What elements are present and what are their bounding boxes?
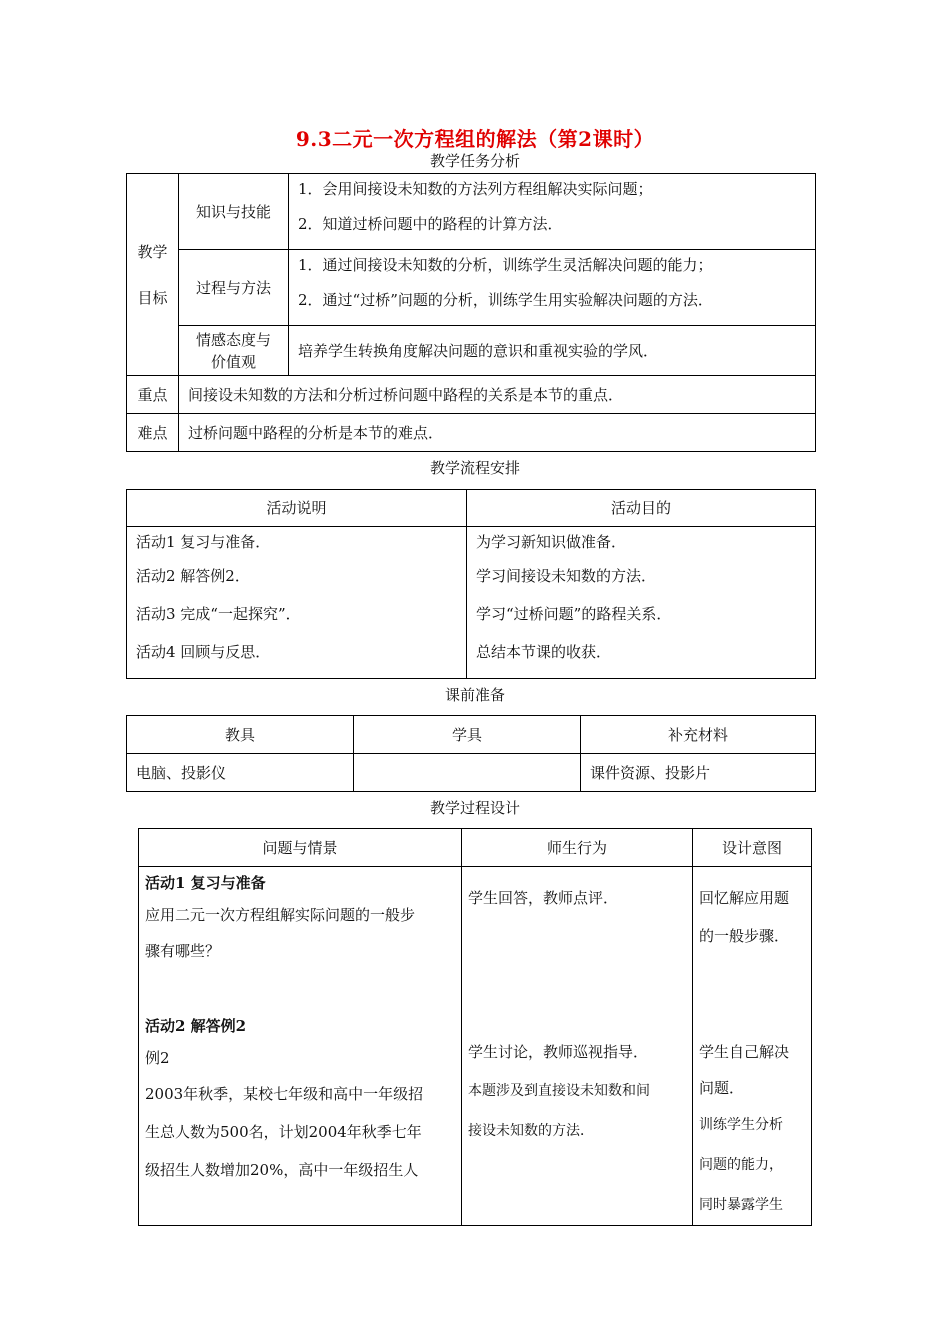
- objective-category-line: 价值观: [210, 352, 256, 371]
- scenario-line: 级招生人数增加20%，高中一年级招生人: [145, 1161, 419, 1179]
- prep-materials: 课件资源、投影片: [581, 754, 816, 792]
- flow-header: 活动说明: [127, 490, 467, 527]
- objectives-label-line: 目标: [137, 288, 168, 307]
- scenario-line: 例2: [145, 1049, 170, 1067]
- flow-purpose: 总结本节课的收获．: [476, 643, 612, 661]
- process-scenario: [139, 867, 462, 1226]
- flow-activities: [127, 527, 467, 679]
- prep-teaching-aids: 电脑、投影仪: [127, 754, 354, 792]
- scenario-line: 2003年秋季，某校七年级和高中一年级招: [145, 1085, 424, 1103]
- scenario-line: 生总人数为500名，计划2004年秋季七年: [145, 1123, 422, 1141]
- intent-line: 回忆解应用题: [699, 889, 790, 907]
- prep-header: 教具: [127, 716, 354, 754]
- intent-line: 学生自己解决: [699, 1043, 790, 1061]
- difficulty-text: 过桥问题中路程的分析是本节的难点．: [179, 414, 816, 452]
- process-header: 师生行为: [462, 829, 693, 867]
- intent-line: 同时暴露学生: [699, 1197, 783, 1213]
- intent-line: 的一般步骤．: [699, 927, 790, 945]
- prep-header: 补充材料: [581, 716, 816, 754]
- behavior-line: 学生讨论，教师巡视指导．: [468, 1043, 649, 1061]
- objective-item: 1．会用间接设未知数的方法列方程组解决实际问题；: [298, 180, 653, 198]
- intent-line: 问题．: [699, 1079, 745, 1097]
- objective-category: 过程与方法: [179, 250, 289, 326]
- difficulty-label: 难点: [127, 414, 179, 452]
- behavior-line: 本题涉及到直接设未知数和间: [468, 1083, 650, 1099]
- objective-items: [289, 174, 816, 250]
- objectives-table: [126, 173, 816, 452]
- objective-items: [289, 250, 816, 326]
- intent-line: 训练学生分析: [699, 1117, 783, 1133]
- key-point-label: 重点: [127, 376, 179, 414]
- flow-activity: 活动3 完成“一起探究”．: [136, 605, 301, 623]
- flow-table: [126, 489, 816, 679]
- behavior-line: 学生回答，教师点评．: [468, 889, 619, 907]
- objective-item: 培养学生转换角度解决问题的意识和重视实验的学风．: [289, 326, 816, 376]
- section-heading-process: 教学过程设计: [429, 799, 520, 817]
- objective-category: [179, 326, 289, 376]
- flow-purposes: [467, 527, 816, 679]
- section-heading-task-analysis: 教学任务分析: [429, 152, 520, 170]
- activity-title: 活动2 解答例2: [145, 1017, 247, 1035]
- scenario-line: 骤有哪些？: [145, 942, 221, 960]
- section-heading-prep: 课前准备: [444, 686, 505, 704]
- flow-activity: 活动2 解答例2．: [136, 567, 250, 585]
- intent-line: 问题的能力，: [699, 1157, 783, 1173]
- page-title: 9.3二元一次方程组的解法（第2课时）: [295, 127, 655, 151]
- objective-category: 知识与技能: [179, 174, 289, 250]
- objective-item: 2．通过“过桥”问题的分析，训练学生用实验解决问题的方法．: [298, 291, 713, 309]
- activity-title: 活动1 复习与准备: [145, 874, 266, 892]
- process-intent: [693, 867, 812, 1226]
- process-behavior: [462, 867, 693, 1226]
- prep-table: [126, 715, 816, 792]
- objective-item: 2．知道过桥问题中的路程的计算方法．: [298, 215, 563, 233]
- objectives-label: [127, 174, 179, 376]
- flow-purpose: 为学习新知识做准备．: [476, 533, 627, 551]
- process-table: [138, 828, 812, 1226]
- flow-header: 活动目的: [467, 490, 816, 527]
- flow-activity: 活动4 回顾与反思．: [136, 643, 271, 661]
- key-point-text: 间接设未知数的方法和分析过桥问题中路程的关系是本节的重点．: [179, 376, 816, 414]
- behavior-line: 接设未知数的方法．: [468, 1123, 594, 1139]
- prep-header: 学具: [354, 716, 581, 754]
- flow-purpose: 学习间接设未知数的方法．: [476, 567, 657, 585]
- objective-category-line: 情感态度与: [195, 330, 271, 349]
- objectives-label-line: 教学: [137, 242, 168, 261]
- process-header: 问题与情景: [139, 829, 462, 867]
- flow-purpose: 学习“过桥问题”的路程关系．: [476, 605, 672, 623]
- flow-activity: 活动1 复习与准备．: [136, 533, 271, 551]
- objective-item: 1．通过间接设未知数的分析，训练学生灵活解决问题的能力；: [298, 256, 713, 274]
- scenario-line: 应用二元一次方程组解实际问题的一般步: [145, 906, 416, 924]
- prep-student-aids: [354, 754, 581, 792]
- process-header: 设计意图: [693, 829, 812, 867]
- section-heading-flow: 教学流程安排: [429, 459, 520, 477]
